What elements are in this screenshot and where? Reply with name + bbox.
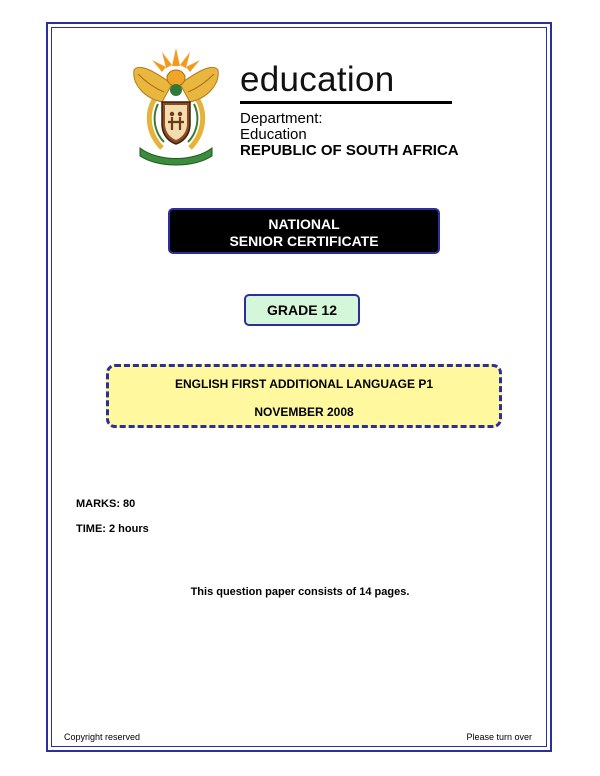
certificate-line1: NATIONAL xyxy=(268,216,340,232)
certificate-banner xyxy=(168,208,440,254)
page-count-note: This question paper consists of 14 pages. xyxy=(190,586,410,598)
education-wordmark: education xyxy=(240,60,395,99)
left-wing xyxy=(134,67,172,102)
certificate-line2: SENIOR CERTIFICATE xyxy=(229,233,379,249)
footer-copyright: Copyright reserved xyxy=(64,732,141,742)
grade-badge: GRADE 12 xyxy=(244,294,360,326)
wordmark-underline xyxy=(240,101,452,104)
marks-info: MARKS: 80 xyxy=(76,498,136,510)
time-info: TIME: 2 hours xyxy=(76,523,149,535)
right-wing xyxy=(180,67,218,102)
motto-ribbon xyxy=(140,148,212,165)
department-label: Department: xyxy=(240,110,323,127)
subject-panel xyxy=(106,364,502,428)
country-name: REPUBLIC OF SOUTH AFRICA xyxy=(240,142,459,159)
sun-rays xyxy=(152,48,200,72)
footer-turn-over: Please turn over xyxy=(466,732,532,742)
exam-session: NOVEMBER 2008 xyxy=(254,405,354,419)
coat-of-arms-logo xyxy=(128,44,224,166)
subject-title: ENGLISH FIRST ADDITIONAL LANGUAGE P1 xyxy=(174,377,433,391)
department-name: Education xyxy=(240,126,307,143)
